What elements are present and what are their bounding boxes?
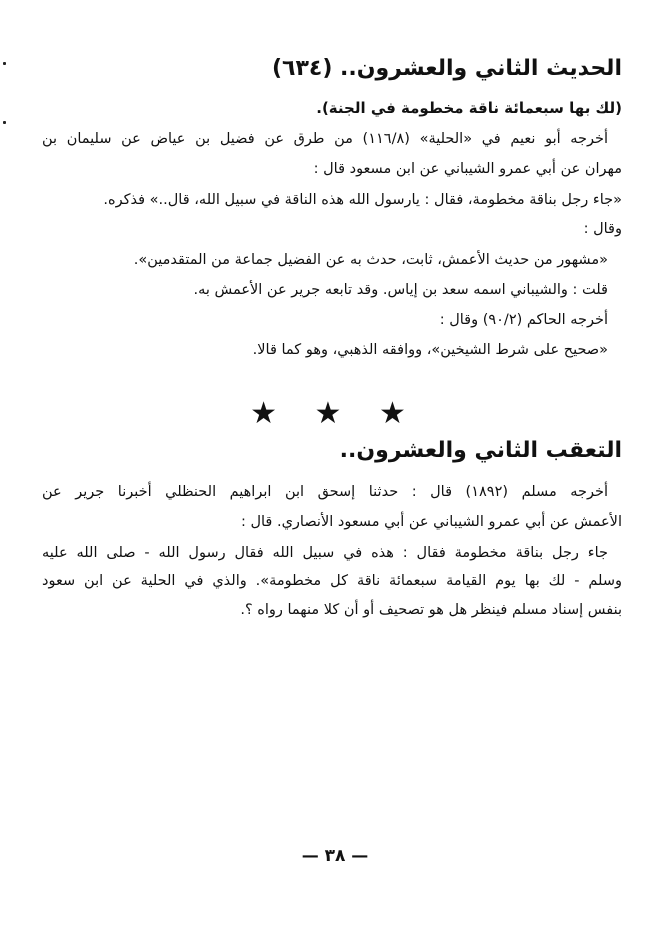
- paragraph-line: وسلم - لك بها يوم القيامة سبعمائة ناقة كل مخطومة». والذي في الحلية عن ابن سعود: [42, 573, 622, 589]
- paragraph-line: مهران عن أبي عمرو الشيباني عن ابن مسعود قال :: [313, 161, 622, 177]
- quote-line: «صحيح على شرط الشيخين»، ووافقه الذهبي، وهو كما قالا.: [252, 342, 608, 358]
- hadith-text: (لك بها سبعمائة ناقة مخطومة في الجنة).: [316, 99, 622, 117]
- paragraph-line: أخرجه أبو نعيم في «الحلية» (١١٦/٨) من طرق عن فضيل بن عياض عن سليمان بن: [42, 131, 609, 147]
- paragraph-line: أخرجه مسلم (١٨٩٢) قال : حدثنا إسحق ابن ابراهيم الحنظلي أخبرنا جرير عن: [42, 484, 608, 500]
- scan-speck: [3, 62, 6, 65]
- quote-line: «جاء رجل بناقة مخطومة، فقال : يارسول الله هذه الناقة في سبيل الله، قال..» فذكره.: [103, 192, 622, 208]
- quote-line: «مشهور من حديث الأعمش، ثابت، حدث به عن الفضيل جماعة من المتقدمين».: [133, 252, 608, 268]
- paragraph-line: قلت : والشيباني اسمه سعد بن إياس. وقد تابعه جرير عن الأعمش به.: [193, 282, 608, 298]
- paragraph-line: بنفس إسناد مسلم فينظر هل هو تصحيف أو أن كلا منهما رواه ؟.: [240, 602, 622, 618]
- paragraph-line: جاء رجل بناقة مخطومة فقال : هذه في سبيل الله فقال رسول الله - صلى الله عليه: [42, 545, 608, 561]
- scan-speck: [3, 121, 6, 124]
- section-title: الحديث الثاني والعشرون.. (٦٣٤): [271, 56, 622, 81]
- paragraph-line: أخرجه الحاكم (٩٠/٢) وقال :: [439, 312, 608, 328]
- paragraph-line: الأعمش عن أبي عمرو الشيباني عن أبي مسعود الأنصاري. قال :: [240, 514, 622, 530]
- page-number: — ٣٨ —: [301, 846, 369, 866]
- paragraph-line: وقال :: [583, 221, 622, 237]
- section-divider-stars: ★ ★ ★: [250, 396, 420, 431]
- section-title: التعقب الثاني والعشرون..: [339, 438, 622, 463]
